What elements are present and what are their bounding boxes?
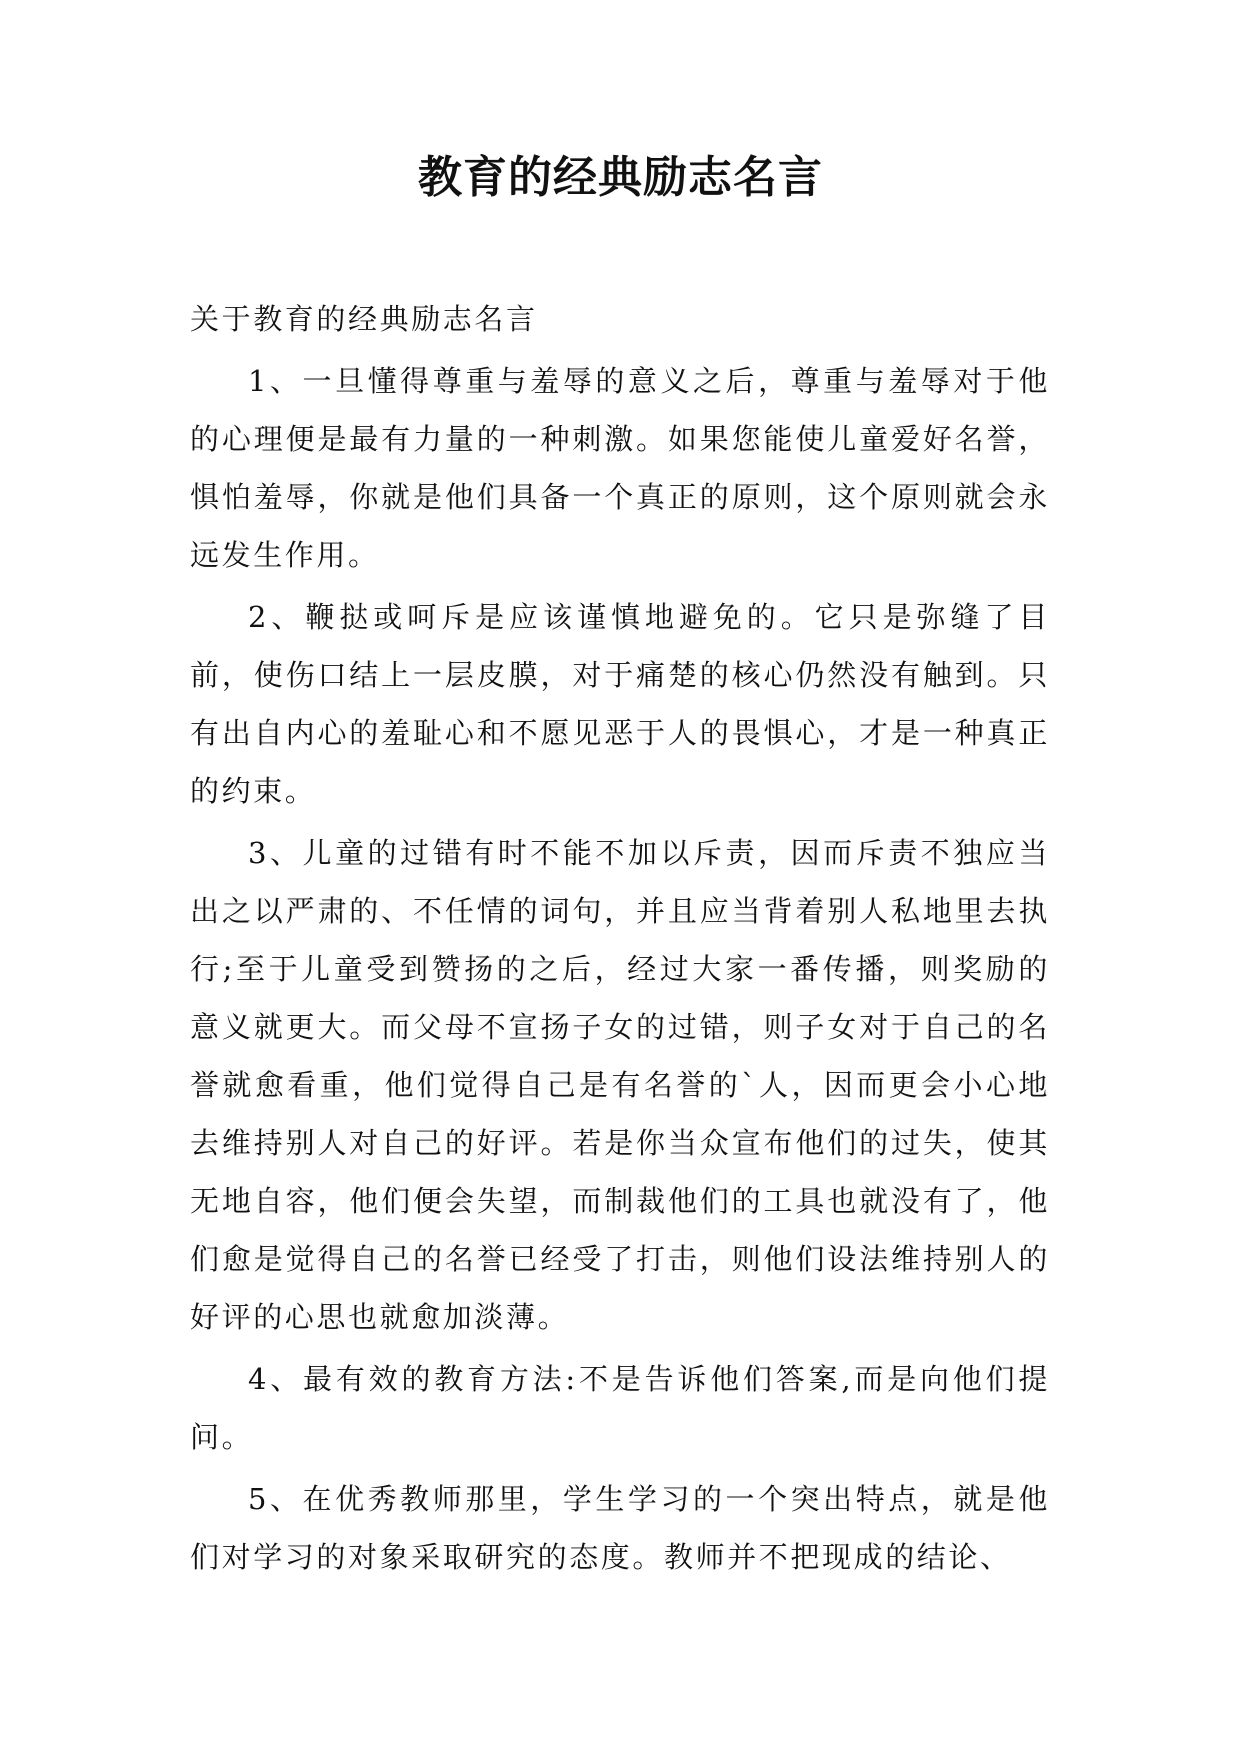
quote-paragraph-5: 5、在优秀教师那里，学生学习的一个突出特点，就是他们对学习的对象采取研究的态度。教师并不把现成的结论、 [190, 1482, 1050, 1574]
document-body [190, 290, 1050, 1590]
quote-paragraph-1: 1、一旦懂得尊重与羞辱的意义之后，尊重与羞辱对于他的心理便是最有力量的一种刺激。如果您能使儿童爱好名誉，惧怕羞辱，你就是他们具备一个真正的原则，这个原则就会永远发生作用。 [190, 364, 1050, 572]
document-subtitle: 关于教育的经典励志名言 [190, 302, 538, 336]
quote-paragraph-4: 4、最有效的教育方法:不是告诉他们答案,而是向他们提问。 [190, 1362, 1050, 1454]
document-title: 教育的经典励志名言 [418, 152, 823, 203]
quote-paragraph-2: 2、鞭挞或呵斥是应该谨慎地避免的。它只是弥缝了目前，使伤口结上一层皮膜，对于痛楚的核心仍然没有触到。只有出自内心的羞耻心和不愿见恶于人的畏惧心，才是一种真正的约束。 [190, 600, 1050, 808]
quote-paragraph-3: 3、儿童的过错有时不能不加以斥责，因而斥责不独应当出之以严肃的、不任情的词句，并且应当背着别人私地里去执行;至于儿童受到赞扬的之后，经过大家一番传播，则奖励的意义就更大。而父母不宣扬子女的过错，则子女对于自己的名誉就愈看重，他们觉得自己是有名誉的`人，因而更会小心地去维持别人对自己的好评。若是你当众宣布他们的过失，使其无地自容，他们便会失望，而制裁他们的工具也就没有了，他们愈是觉得自己的名誉已经受了打击，则他们设法维持别人的好评的心思也就愈加淡薄。 [190, 836, 1050, 1334]
